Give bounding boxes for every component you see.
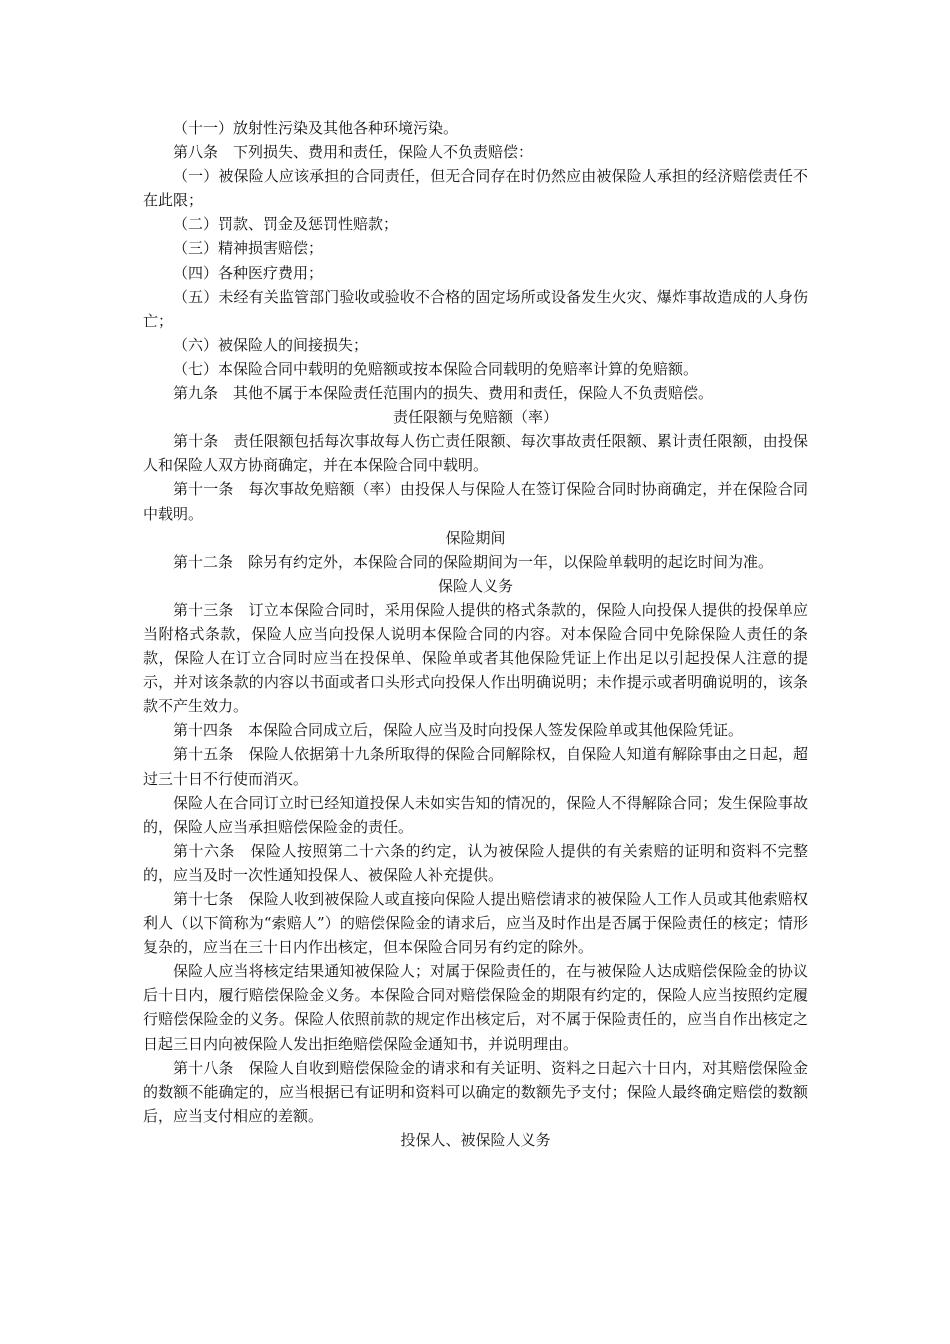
paragraph: （三）精神损害赔偿；: [173, 239, 324, 258]
article-8: 第八条 下列损失、费用和责任，保险人不负责赔偿：: [173, 143, 534, 162]
article-10: 第十条 责任限额包括每次事故每人伤亡责任限额、每次事故责任限额、累计责任限额，由投保人和保险人双方协商确定，并在本保险合同中载明。: [143, 432, 808, 475]
section-heading-insurer-obligations: 保险人义务: [437, 576, 513, 595]
paragraph: （七）本保险合同中载明的免赔额或按本保险合同载明的免赔率计算的免赔额。: [173, 359, 699, 378]
paragraph: 保险人应当将核定结果通知被保险人；对属于保险责任的，在与被保险人达成赔偿保险金的协议后十日内，履行赔偿保险金义务。本保险合同对赔偿保险金的期限有约定的，保险人应当按照约定履行赔偿保险金的义务。保险人依照前款的规定作出核定后，对不属于保险责任的，应当自作出核定之日起三日内向被保险人发出拒绝赔偿保险金通知书，并说明理由。: [143, 962, 808, 1053]
article-18: 第十八条 保险人自收到赔偿保险金的请求和有关证明、资料之日起六十日内，对其赔偿保险金的数额不能确定的，应当根据已有证明和资料可以确定的数额先予支付；保险人最终确定赔偿的数额后，应当支付相应的差额。: [143, 1058, 808, 1125]
article-16: 第十六条 保险人按照第二十六条的约定，认为被保险人提供的有关索赔的证明和资料不完整的，应当及时一次性通知投保人、被保险人补充提供。: [143, 841, 808, 884]
article-13: 第十三条 订立本保险合同时，采用保险人提供的格式条款的，保险人向投保人提供的投保单应当附格式条款，保险人应当向投保人说明本保险合同的内容。对本保险合同中免除保险人责任的条款，保险人在订立合同时应当在投保单、保险单或者其他保险凭证上作出足以引起投保人注意的提示，并对该条款的内容以书面或者口头形式向投保人作出明确说明；未作提示或者明确说明的，该条款不产生效力。: [143, 600, 808, 716]
section-heading-policyholder-obligations: 投保人、被保险人义务: [400, 1130, 551, 1149]
document-page: [143, 116, 808, 1152]
section-heading-insurance-period: 保险期间: [445, 528, 506, 547]
article-12: 第十二条 除另有约定外，本保险合同的保险期间为一年，以保险单载明的起讫时间为准。: [173, 552, 774, 571]
paragraph: （四）各种医疗费用；: [173, 263, 324, 282]
paragraph: （十一）放射性污染及其他各种环境污染。: [173, 119, 459, 137]
paragraph: （六）被保险人的间接损失；: [173, 335, 369, 354]
article-11: 第十一条 每次事故免赔额（率）由投保人与保险人在签订保险合同时协商确定，并在保险合同中载明。: [143, 480, 808, 523]
article-14: 第十四条 本保险合同成立后，保险人应当及时向投保人签发保险单或其他保险凭证。: [173, 721, 744, 740]
article-17: 第十七条 保险人收到被保险人或直接向保险人提出赔偿请求的被保险人工作人员或其他索赔权利人（以下简称为“索赔人”）的赔偿保险金的请求后，应当及时作出是否属于保险责任的核定；情形复杂的，应当在三十日内作出核定，但本保险合同另有约定的除外。: [143, 890, 808, 957]
section-heading-liability-limits: 责任限额与免赔额（率）: [392, 408, 558, 427]
paragraph: （一）被保险人应该承担的合同责任，但无合同存在时仍然应由被保险人承担的经济赔偿责任不在此限；: [143, 167, 808, 210]
paragraph: 保险人在合同订立时已经知道投保人未如实告知的情况的，保险人不得解除合同；发生保险事故的，保险人应当承担赔偿保险金的责任。: [143, 793, 808, 836]
paragraph: （五）未经有关监管部门验收或验收不合格的固定场所或设备发生火灾、爆炸事故造成的人身伤亡；: [143, 287, 808, 330]
article-9: 第九条 其他不属于本保险责任范围内的损失、费用和责任，保险人不负责赔偿。: [173, 384, 714, 403]
paragraph: （二）罚款、罚金及惩罚性赔款；: [173, 215, 399, 234]
article-15: 第十五条 保险人依据第十九条所取得的保险合同解除权，自保险人知道有解除事由之日起，超过三十日不行使而消灭。: [143, 745, 808, 788]
